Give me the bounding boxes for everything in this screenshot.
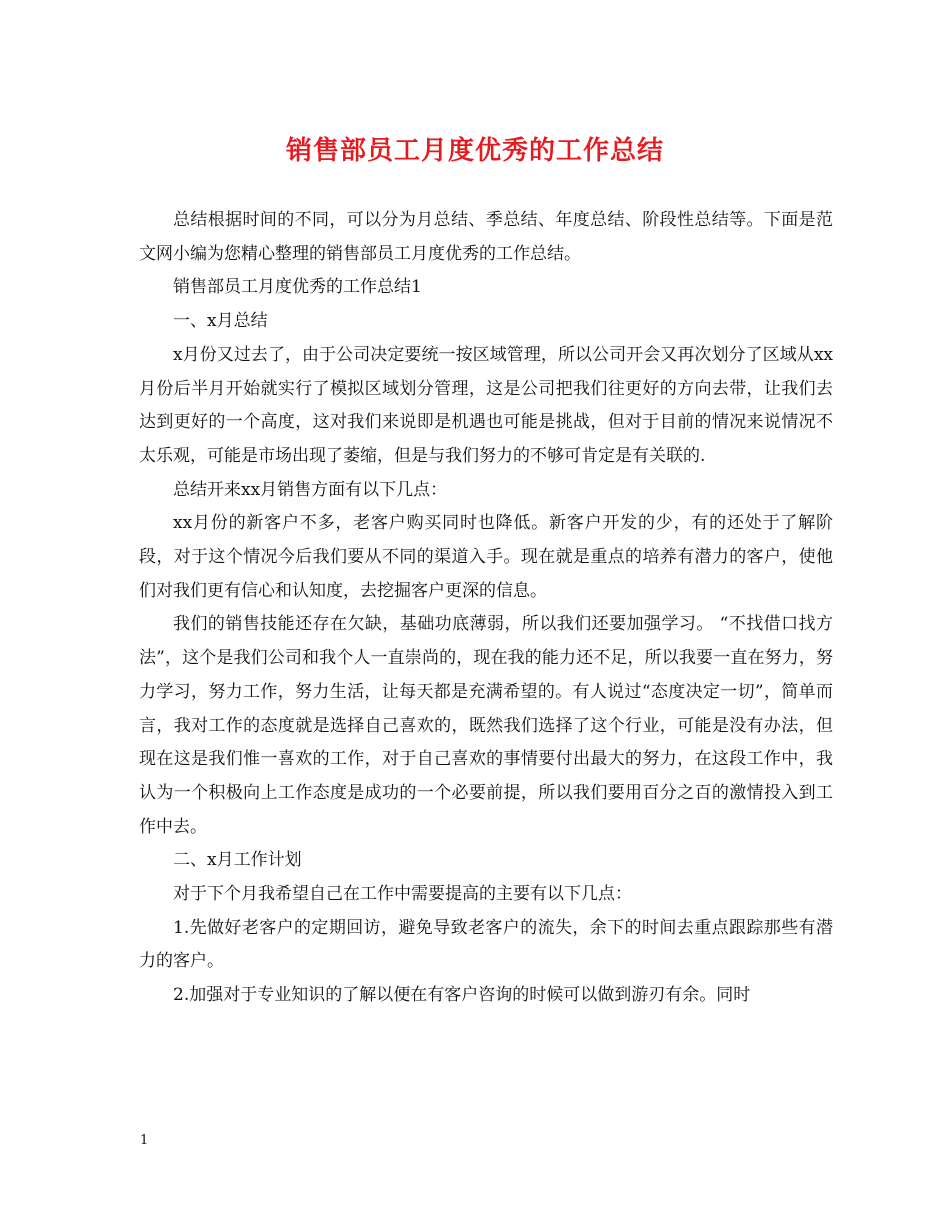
paragraph: 对于下个月我希望自己在工作中需要提高的主要有以下几点：	[173, 884, 632, 905]
list-item: 1.先做好老客户的定期回访，避免导致老客户的流失，余下的时间去重点跟踪那些有潜力的客户。	[139, 917, 833, 972]
paragraph: xx月份的新客户不多，老客户购买同时也降低。新客户开发的少，有的还处于了解阶段，对于这个情况今后我们要从不同的渠道入手。现在就是重点的培养有潜力的客户，使他们对我们更有信心和认知度，去挖掘客户更深的信息。	[139, 513, 833, 601]
paragraph: 我们的销售技能还存在欠缺，基础功底薄弱，所以我们还要加强学习。 “不找借口找方法”，这个是我们公司和我个人一直崇尚的，现在我的能力还不足，所以我要一直在努力，努力学习，努力工作，努力生活，让每天都是充满希望的。有人说过“态度决定一切”，简单而言，我对工作的态度就是选择自己喜欢的，既然我们选择了这个行业，可能是没有办法，但现在这是我们惟一喜欢的工作，对于自己喜欢的事情要付出最大的努力，在这段工作中，我认为一个积极向上工作态度是成功的一个必要前提，所以我们要用百分之百的激情投入到工作中去。	[139, 614, 833, 837]
page-number: 1	[140, 1133, 149, 1148]
list-item: 2.加强对于专业知识的了解以便在有客户咨询的时候可以做到游刃有余。同时	[173, 985, 751, 1006]
paragraph: 总结开来xx月销售方面有以下几点：	[173, 479, 448, 500]
paragraph: x月份又过去了，由于公司决定要统一按区域管理，所以公司开会又再次划分了区域从xx月份后半月开始就实行了模拟区域划分管理，这是公司把我们往更好的方向去带，让我们去达到更好的一个高度，这对我们来说即是机遇也可能是挑战，但对于目前的情况来说情况不太乐观，可能是市场出现了萎缩，但是与我们努力的不够可肯定是有关联的.	[139, 344, 833, 466]
document-body	[139, 204, 833, 1013]
paragraph-intro: 总结根据时间的不同，可以分为月总结、季总结、年度总结、阶段性总结等。下面是范文网小编为您精心整理的销售部员工月度优秀的工作总结。	[139, 210, 833, 264]
subsection-heading: 二、x月工作计划	[173, 850, 302, 871]
page-title: 销售部员工月度优秀的工作总结	[285, 136, 664, 166]
subsection-heading: 一、x月总结	[173, 311, 268, 332]
section-heading: 销售部员工月度优秀的工作总结1	[173, 277, 422, 298]
